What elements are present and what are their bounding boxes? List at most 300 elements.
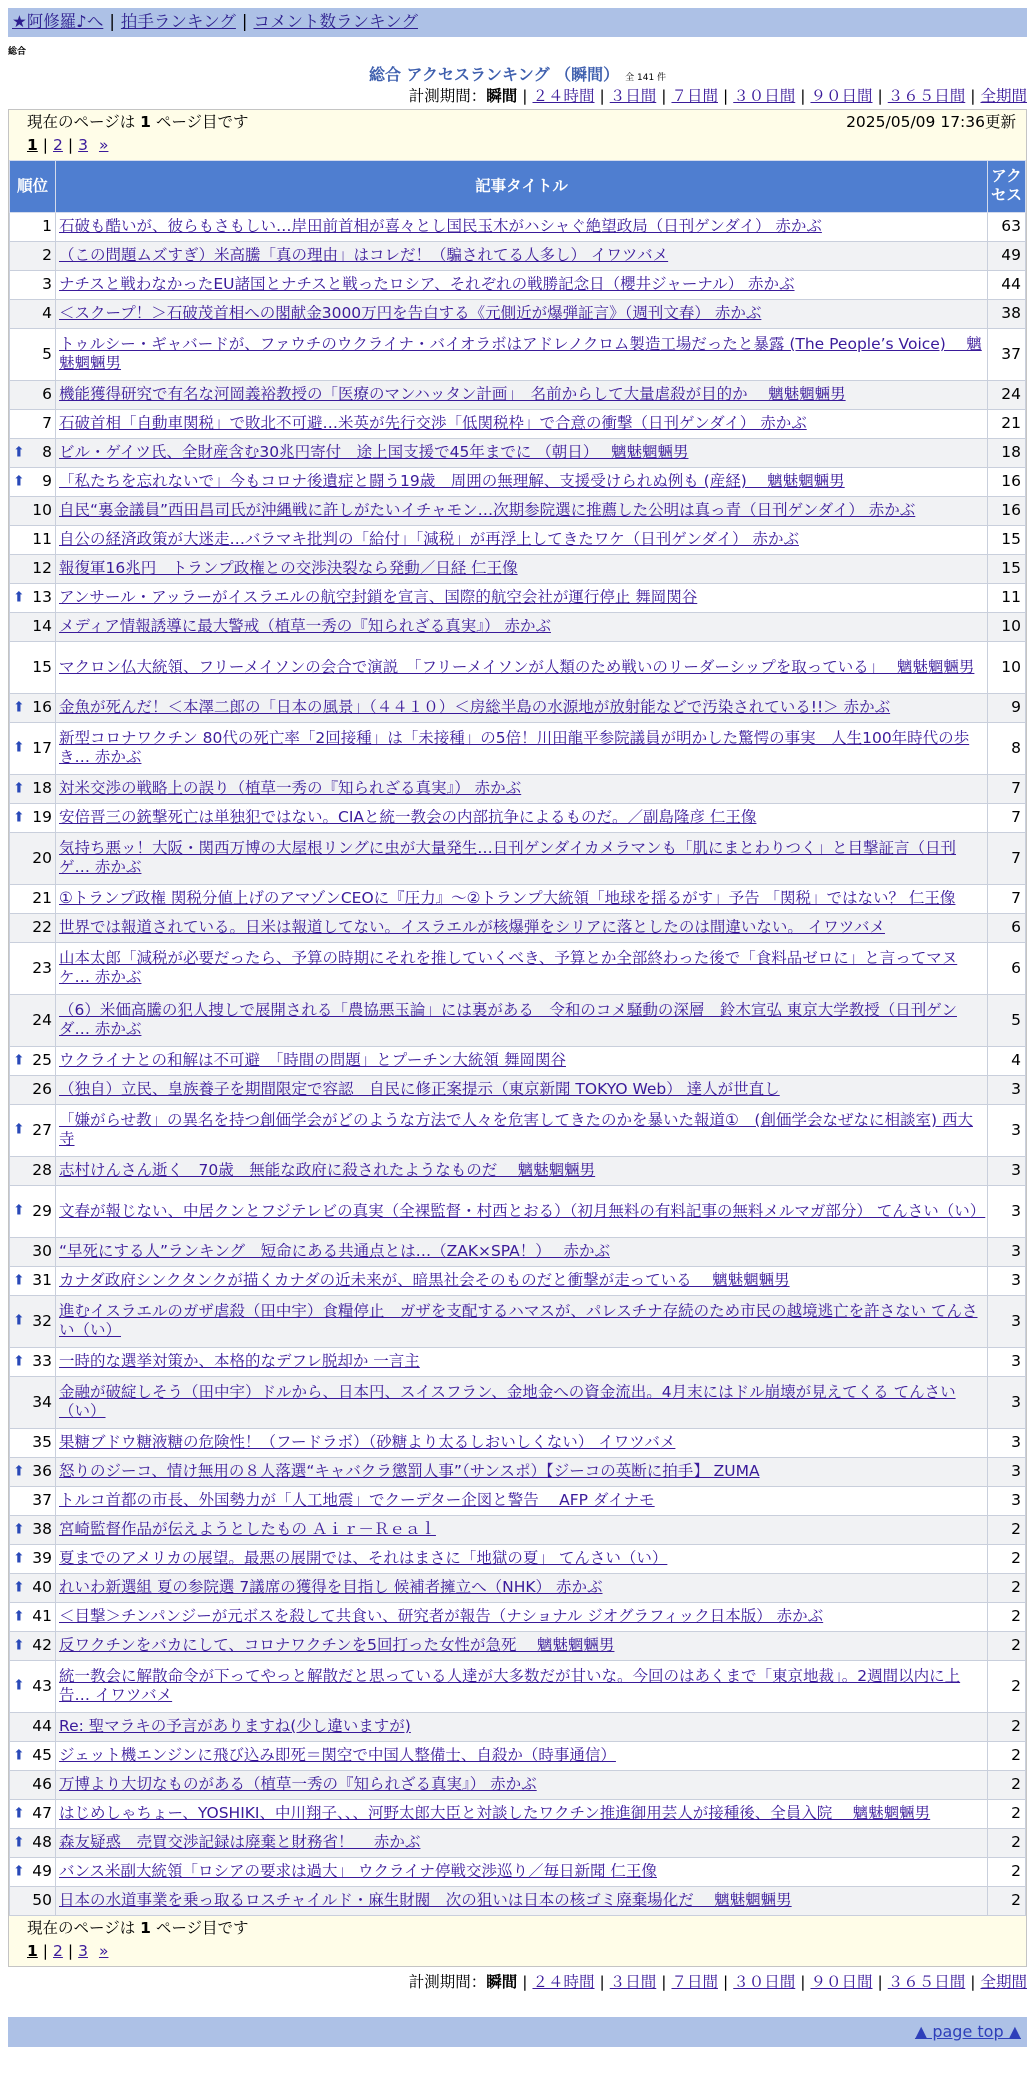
title-cell (56, 994, 988, 1046)
rank-number: 43 (32, 1676, 52, 1695)
rank-number: 8 (42, 443, 52, 462)
access-count: 3 (988, 1075, 1026, 1104)
page-link-3[interactable]: 3 (78, 1942, 89, 1961)
next-page-link[interactable]: » (98, 136, 109, 155)
rank-cell (10, 1075, 56, 1104)
table-row (10, 1886, 1026, 1915)
article-link[interactable]: 自公の経済政策が大迷走…バラマキ批判の「給付」「減税」が再浮上してきたワケ（日刊ゲンダイ） 赤かぶ (59, 530, 799, 549)
rank-cell (10, 1799, 56, 1828)
nav-separator: | (109, 12, 115, 32)
title-cell (56, 884, 988, 913)
access-count: 5 (988, 994, 1026, 1046)
article-link[interactable]: 石破も酷いが、彼らもさもしい…岸田前首相が喜々とし国民玉木がハシャぐ絶望政局（日刊ゲンダイ） 赤かぶ (59, 217, 822, 236)
article-link[interactable]: ①トランプ政権 関税分値上げのアマゾンCEOに『圧力』～②トランプ大統領「地球を揺るがす」予告 「関税」ではない？ 仁王像 (59, 889, 956, 908)
article-link[interactable]: （6）米価高騰の犯人捜しで展開される「農協悪玉論」には裏がある 令和のコメ騒動の深層 鈴木宣弘 東京大学教授（日刊ゲンダ… 赤かぶ (59, 1000, 957, 1039)
rank-cell (10, 1886, 56, 1915)
rank-number: 18 (32, 779, 52, 798)
title-cell (56, 1156, 988, 1185)
access-count: 3 (988, 1347, 1026, 1376)
access-count: 15 (988, 525, 1026, 554)
table-row (10, 1104, 1026, 1156)
period-link-6[interactable]: ３６５日間 (887, 1972, 966, 1991)
article-link[interactable]: 反ワクチンをバカにして、コロナワクチンを5回打った女性が急死 魑魅魍魎男 (59, 1636, 615, 1655)
table-row (10, 1295, 1026, 1347)
article-link[interactable]: 自民“裏金議員”西田昌司氏が沖縄戦に許しがたいイチャモン…次期参院選に推薦した公明は真っ青（日刊ゲンダイ） 赤かぶ (59, 501, 916, 520)
period-link-7[interactable]: 全期間 (980, 1972, 1027, 1991)
category-tag: 総合 (8, 47, 27, 57)
article-link[interactable]: 一時的な選挙対策か、本格的なデフレ脱却か 一言主 (59, 1352, 420, 1371)
table-row (10, 1457, 1026, 1486)
article-link[interactable]: 夏までのアメリカの展望。最悪の展開では、それはまさに「地獄の夏」 てんさい（い） (59, 1549, 668, 1568)
rank-number: 22 (32, 918, 52, 937)
table-row (10, 1376, 1026, 1428)
title-cell (56, 942, 988, 994)
title-cell (56, 1770, 988, 1799)
next-page-link[interactable]: » (98, 1942, 109, 1961)
rank-cell (10, 913, 56, 942)
table-row (10, 1185, 1026, 1237)
title-cell (56, 1075, 988, 1104)
article-link[interactable]: （この問題ムズすぎ）米高騰「真の理由」はコレだ！（騙されてる人多し） イワツバメ (59, 246, 669, 265)
title-cell (56, 1486, 988, 1515)
article-link[interactable]: 怒りのジーコ、情け無用の８人落選“キャバクラ懲罰人事”（サンスポ）【ジーコの英断に拍手】 ZUMA (59, 1462, 760, 1481)
rank-number: 19 (32, 808, 52, 827)
page-link-2[interactable]: 2 (53, 1942, 63, 1961)
rank-number: 34 (32, 1392, 52, 1411)
table-row (10, 641, 1026, 693)
rank-number: 5 (42, 344, 52, 363)
access-count: 38 (988, 299, 1026, 328)
title-cell (56, 1295, 988, 1347)
rank-number: 15 (32, 657, 52, 676)
article-link[interactable]: 世界では報道されている。日米は報道してない。イスラエルが核爆弾をシリアに落としたのは間違いない。 イワツバメ (59, 918, 885, 937)
period-link-5[interactable]: ９０日間 (810, 1972, 873, 1991)
page-links (27, 136, 1016, 155)
table-row (10, 884, 1026, 913)
access-count: 2 (988, 1799, 1026, 1828)
article-link[interactable]: ジェット機エンジンに飛び込み即死＝関空で中国人整備士、自殺か（時事通信） (59, 1746, 616, 1765)
access-count: 3 (988, 1156, 1026, 1185)
access-count: 2 (988, 1886, 1026, 1915)
title-cell (56, 1515, 988, 1544)
period-link-2[interactable]: ３日間 (609, 87, 657, 105)
table-row (10, 241, 1026, 270)
rank-number: 2 (42, 246, 52, 265)
table-row (10, 409, 1026, 438)
article-link[interactable]: 果糖ブドウ糖液糖の危険性！（フードラボ）（砂糖より太るしおいしくない） イワツバメ (59, 1433, 676, 1452)
article-link[interactable]: 「私たちを忘れないで」今もコロナ後遺症と闘う19歳 周囲の無理解、支援受けられぬ例も (産経) 魑魅魍魎男 (59, 472, 845, 491)
rank-cell (10, 1185, 56, 1237)
up-arrow-icon: ⬆ (13, 473, 25, 489)
article-link[interactable]: アンサール・アッラーがイスラエルの航空封鎖を宣言、国際的航空会社が運行停止 舞岡関谷 (59, 588, 698, 607)
period-link-2[interactable]: ３日間 (609, 1972, 657, 1991)
rank-number: 24 (32, 1010, 52, 1029)
title-cell (56, 380, 988, 409)
article-link[interactable]: バンス米副大統領「ロシアの要求は過大」 ウクライナ停戦交渉巡り／毎日新聞 仁王像 (59, 1862, 657, 1881)
up-arrow-icon: ⬆ (13, 589, 25, 605)
period-separator: | (599, 1972, 605, 1991)
up-arrow-icon: ⬆ (13, 1353, 25, 1369)
title-cell (56, 1428, 988, 1457)
rank-number: 33 (32, 1352, 52, 1371)
rank-number: 23 (32, 958, 52, 977)
article-link[interactable]: ナチスと戦わなかったEU諸国とナチスと戦ったロシア、それぞれの戦勝記念日（櫻井ジャーナル） 赤かぶ (59, 275, 795, 294)
rank-cell (10, 722, 56, 774)
rank-number: 48 (32, 1833, 52, 1852)
article-link[interactable]: 新型コロナワクチン 80代の死亡率「2回接種」は「未接種」の5倍！川田龍平参院議員が明かした驚愕の事実 人生100年時代の歩き… 赤かぶ (59, 728, 970, 767)
up-arrow-icon: ⬆ (13, 1834, 25, 1850)
access-count: 2 (988, 1602, 1026, 1631)
article-link[interactable]: トルコ首都の市長、外国勢力が「人工地震」でクーデター企図と警告 AFP ダイナモ (59, 1491, 655, 1510)
period-separator: | (723, 1972, 729, 1991)
table-row (10, 1660, 1026, 1712)
rank-number: 12 (32, 559, 52, 578)
page-separator: | (42, 136, 49, 155)
title-cell (56, 1266, 988, 1295)
access-count: 3 (988, 1185, 1026, 1237)
up-arrow-icon: ⬆ (13, 1550, 25, 1566)
table-row (10, 1075, 1026, 1104)
access-count: 21 (988, 409, 1026, 438)
title-cell (56, 583, 988, 612)
article-link[interactable]: 万博より大切なものがある（植草一秀の『知られざる真実』） 赤かぶ (59, 1775, 537, 1794)
period-separator: | (661, 87, 667, 105)
period-separator: | (522, 1972, 528, 1991)
rank-number: 26 (32, 1080, 52, 1099)
table-row (10, 1515, 1026, 1544)
rank-cell (10, 803, 56, 832)
table-row (10, 1631, 1026, 1660)
pager-bottom (9, 1916, 1026, 1966)
article-link[interactable]: 山本太郎「減税が必要だったら、予算の時期にそれを推していくべき、予算とか全部終わった後で「食料品ゼロに」と言ってマヌケ… 赤かぶ (59, 948, 958, 987)
access-count: 8 (988, 722, 1026, 774)
rank-number: 50 (32, 1891, 52, 1910)
access-count: 37 (988, 328, 1026, 380)
rank-cell (10, 1376, 56, 1428)
ranking-table (9, 160, 1026, 1916)
page-title-text: 総合 アクセスランキング （瞬間） (368, 65, 620, 84)
table-row (10, 803, 1026, 832)
table-row (10, 525, 1026, 554)
table-row (10, 212, 1026, 241)
comment-ranking-link[interactable]: コメント数ランキング (253, 12, 418, 32)
access-count: 2 (988, 1770, 1026, 1799)
table-row (10, 832, 1026, 884)
rank-number: 47 (32, 1804, 52, 1823)
access-count: 9 (988, 693, 1026, 722)
article-link[interactable]: 志村けんさん逝く 70歳 無能な政府に殺されたようなものだ 魑魅魍魎男 (59, 1161, 596, 1180)
ranking-panel (8, 109, 1027, 1967)
rank-cell (10, 1457, 56, 1486)
table-row (10, 328, 1026, 380)
title-cell (56, 467, 988, 496)
rank-number: 4 (42, 304, 52, 323)
rank-number: 31 (32, 1271, 52, 1290)
article-link[interactable]: 森友疑惑 売買交渉記録は廃棄と財務省！ 赤かぶ (59, 1833, 421, 1852)
rank-number: 7 (42, 414, 52, 433)
rank-cell (10, 299, 56, 328)
rank-number: 49 (32, 1862, 52, 1881)
title-cell (56, 1237, 988, 1266)
title-cell (56, 913, 988, 942)
table-row (10, 1799, 1026, 1828)
table-row (10, 693, 1026, 722)
period-separator: | (970, 1972, 976, 1991)
access-count: 7 (988, 774, 1026, 803)
rank-number: 25 (32, 1051, 52, 1070)
rank-cell (10, 496, 56, 525)
period-separator: | (877, 87, 883, 105)
access-count: 7 (988, 884, 1026, 913)
article-link[interactable]: メディア情報誘導に最大警戒（植草一秀の『知られざる真実』） 赤かぶ (59, 617, 551, 636)
title-cell (56, 409, 988, 438)
updated-timestamp: 2025/05/09 17:36更新 (846, 113, 1016, 131)
rank-number: 29 (32, 1201, 52, 1220)
period-link-6[interactable]: ３６５日間 (887, 87, 966, 105)
clap-ranking-link[interactable]: 拍手ランキング (120, 12, 236, 32)
table-row (10, 1770, 1026, 1799)
title-cell (56, 270, 988, 299)
access-count: 18 (988, 438, 1026, 467)
rank-cell (10, 1515, 56, 1544)
rank-cell (10, 270, 56, 299)
period-separator: | (970, 87, 976, 105)
rank-number: 42 (32, 1636, 52, 1655)
period-separator: | (877, 1972, 883, 1991)
title-cell (56, 832, 988, 884)
rank-cell (10, 693, 56, 722)
rank-cell (10, 1602, 56, 1631)
access-count: 3 (988, 1428, 1026, 1457)
article-link[interactable]: はじめしゃちょー、YOSHIKI、中川翔子、、、河野太郎大臣と対談したワクチン推進御用芸人が接種後、全員入院 魑魅魍魎男 (59, 1804, 931, 1823)
rank-number: 35 (32, 1433, 52, 1452)
footer-bar (8, 2017, 1027, 2047)
rank-cell (10, 1046, 56, 1075)
rank-cell (10, 612, 56, 641)
article-link[interactable]: 金魚が死んだ！＜本澤二郎の「日本の風景」（４４１０）＜房総半島の水源地が放射能などで汚染されている!!＞ 赤かぶ (59, 698, 891, 717)
article-link[interactable]: 進むイスラエルのガザ虐殺（田中宇）食糧停止 ガザを支配するハマスが、パレスチナ存続のため市民の越境逃亡を許さない てんさい（い） (59, 1301, 978, 1340)
rank-number: 32 (32, 1311, 52, 1330)
up-arrow-icon: ⬆ (13, 1747, 25, 1763)
article-link[interactable]: 日本の水道事業を乗っ取るロスチャイルド・麻生財閥 次の狙いは日本の核ゴミ廃棄場化だ 魑魅魍魎男 (59, 1891, 792, 1910)
table-row (10, 1602, 1026, 1631)
rank-number: 11 (32, 530, 52, 549)
title-cell (56, 693, 988, 722)
article-link[interactable]: トゥルシー・ギャバードが、ファウチのウクライナ・バイオラボはアドレノクロム製造工場だったと暴露 (The People’s Voice) 魑魅魍魎男 (59, 334, 982, 373)
period-current: 瞬間 (486, 87, 518, 105)
rank-cell (10, 212, 56, 241)
period-link-7[interactable]: 全期間 (980, 87, 1027, 105)
total-count: 全 141 件 (625, 73, 667, 83)
access-header: アクセス (988, 160, 1026, 212)
table-row (10, 496, 1026, 525)
top-nav (8, 8, 1027, 37)
article-link[interactable]: （独自）立民、皇族養子を期間限定で容認 自民に修正案提示（東京新聞 TOKYO Web） 達人が世直し (59, 1080, 780, 1099)
article-link[interactable]: 文春が報じない、中居クンとフジテレビの真実（全裸監督・村西とおる）（初月無料の有料記事の無料メルマガ部分） てんさい（い） (59, 1201, 986, 1220)
page-separator: | (67, 136, 74, 155)
article-link[interactable]: ＜目撃＞チンパンジーが元ボスを殺して共食い、研究者が報告（ナショナル ジオグラフィック日本版） 赤かぶ (59, 1607, 824, 1626)
article-link[interactable]: 気持ち悪ッ！大阪・関西万博の大屋根リングに虫が大量発生…日刊ゲンダイカメラマンも「肌にまとわりつく」と目撃証言（日刊ゲ… 赤かぶ (59, 838, 956, 877)
access-count: 2 (988, 1660, 1026, 1712)
rank-cell (10, 1712, 56, 1741)
title-cell (56, 1712, 988, 1741)
title-cell (56, 1573, 988, 1602)
access-count: 6 (988, 942, 1026, 994)
rank-cell (10, 438, 56, 467)
rank-number: 3 (42, 275, 52, 294)
rank-cell (10, 1428, 56, 1457)
article-link[interactable]: ウクライナとの和解は不可避 「時間の問題」とプーチン大統領 舞岡関谷 (59, 1051, 566, 1070)
table-row (10, 1428, 1026, 1457)
access-count: 4 (988, 1046, 1026, 1075)
home-link[interactable]: ★阿修羅♪へ (12, 12, 104, 32)
rank-cell (10, 1104, 56, 1156)
rank-header: 順位 (10, 160, 56, 212)
title-cell (56, 328, 988, 380)
access-count: 2 (988, 1857, 1026, 1886)
period-selector-top (0, 87, 1027, 109)
period-link-1[interactable]: ２４時間 (532, 87, 595, 105)
access-count: 10 (988, 641, 1026, 693)
rank-number: 41 (32, 1607, 52, 1626)
period-link-3[interactable]: ７日間 (671, 87, 718, 105)
article-link[interactable]: カナダ政府シンクタンクが描くカナダの近未来が、暗黒社会そのものだと衝撃が走っている 魑魅魍魎男 (59, 1271, 790, 1290)
up-arrow-icon: ⬆ (13, 1272, 25, 1288)
table-row (10, 1266, 1026, 1295)
title-cell (56, 1799, 988, 1828)
title-cell (56, 774, 988, 803)
table-row (10, 774, 1026, 803)
table-row (10, 994, 1026, 1046)
article-link[interactable]: マクロン仏大統領、フリーメイソンの会合で演説 「フリーメイソンが人類のため戦いのリーダーシップを取っている」 魑魅魍魎男 (59, 657, 975, 676)
article-link[interactable]: 統一教会に解散命令が下ってやっと解散だと思っている人達が大多数だが甘いな。今回のはあくまで「東京地裁」。2週間以内に上告… イワツバメ (59, 1666, 961, 1705)
page-link-3[interactable]: 3 (78, 136, 89, 155)
up-arrow-icon: ⬆ (13, 1202, 25, 1219)
article-link[interactable]: 石破首相「自動車関税」で敗北不可避…米英が先行交渉「低関税枠」で合意の衝撃（日刊ゲンダイ） 赤かぶ (59, 414, 807, 433)
article-link[interactable]: 報復軍16兆円 トランプ政権との交渉決裂なら発動／日経 仁王像 (59, 559, 518, 578)
page-link-2[interactable]: 2 (53, 136, 63, 155)
article-link[interactable]: 対米交渉の戦略上の誤り（植草一秀の『知られざる真実』） 赤かぶ (59, 779, 522, 798)
rank-number: 38 (32, 1520, 52, 1539)
table-row (10, 722, 1026, 774)
access-count: 11 (988, 583, 1026, 612)
access-count: 2 (988, 1573, 1026, 1602)
pager-top (9, 110, 1026, 160)
rank-cell (10, 467, 56, 496)
title-cell (56, 241, 988, 270)
rank-cell (10, 380, 56, 409)
period-separator: | (800, 1972, 806, 1991)
rank-cell (10, 1266, 56, 1295)
table-row (10, 583, 1026, 612)
title-cell (56, 1104, 988, 1156)
rank-cell (10, 1741, 56, 1770)
rank-cell (10, 1347, 56, 1376)
title-cell (56, 1828, 988, 1857)
article-link[interactable]: “早死にする人”ランキング 短命にある共通点とは…（ZAK×SPA！） 赤かぶ (59, 1242, 610, 1261)
title-cell (56, 1660, 988, 1712)
access-count: 2 (988, 1828, 1026, 1857)
access-count: 24 (988, 380, 1026, 409)
period-link-3[interactable]: ７日間 (671, 1972, 718, 1991)
access-count: 3 (988, 1295, 1026, 1347)
access-count: 15 (988, 554, 1026, 583)
nav-separator: | (241, 12, 248, 32)
rank-number: 40 (32, 1578, 52, 1597)
page-top-link[interactable]: ▲ page top ▲ (914, 2021, 1021, 2041)
rank-cell (10, 525, 56, 554)
article-link[interactable]: ビル・ゲイツ氏、全財産含む30兆円寄付 途上国支援で45年までに （朝日） 魑魅魍魎男 (59, 443, 689, 462)
title-cell (56, 299, 988, 328)
title-cell (56, 1544, 988, 1573)
rank-number: 17 (32, 738, 52, 757)
access-count: 44 (988, 270, 1026, 299)
page-current: 1 (27, 1942, 38, 1961)
article-link[interactable]: 機能獲得研究で有名な河岡義裕教授の「医療のマンハッタン計画」 名前からして大量虐殺が目的か 魑魅魍魎男 (59, 385, 846, 404)
title-cell (56, 1741, 988, 1770)
rank-number: 30 (32, 1242, 52, 1261)
rank-cell (10, 832, 56, 884)
rank-cell (10, 1486, 56, 1515)
article-link[interactable]: 安倍晋三の銃撃死亡は単独犯ではない。CIAと統一教会の内部抗争によるものだ。／副島隆彦 仁王像 (59, 808, 757, 827)
period-link-4[interactable]: ３０日間 (733, 1972, 796, 1991)
up-arrow-icon: ⬆ (13, 1312, 25, 1329)
rank-cell (10, 1237, 56, 1266)
rank-number: 27 (32, 1120, 52, 1139)
article-link[interactable]: Re: 聖マラキの予言がありますね(少し違いますが) (59, 1717, 411, 1736)
article-link[interactable]: れいわ新選組 夏の参院選 7議席の獲得を目指し 候補者擁立へ（NHK） 赤かぶ (59, 1578, 603, 1597)
table-row (10, 1486, 1026, 1515)
rank-cell (10, 1631, 56, 1660)
article-link[interactable]: 「嫌がらせ教」の異名を持つ創価学会がどのような方法で人々を危害してきたのかを暴いた報道① (創価学会なぜなに相談室) 西大寺 (59, 1110, 973, 1149)
title-cell (56, 212, 988, 241)
rank-cell (10, 994, 56, 1046)
table-row (10, 942, 1026, 994)
table-row (10, 438, 1026, 467)
up-arrow-icon: ⬆ (13, 739, 25, 756)
rank-cell (10, 1295, 56, 1347)
table-row (10, 270, 1026, 299)
rank-cell (10, 774, 56, 803)
period-separator: | (723, 87, 729, 105)
table-row (10, 299, 1026, 328)
article-link[interactable]: 宮崎監督作品が伝えようとしたもの Ａｉｒ－Ｒｅａｌ (59, 1520, 436, 1539)
up-arrow-icon: ⬆ (13, 1521, 25, 1537)
access-count: 7 (988, 803, 1026, 832)
rank-cell (10, 1828, 56, 1857)
up-arrow-icon: ⬆ (13, 699, 25, 715)
up-arrow-icon: ⬆ (13, 1608, 25, 1624)
article-link[interactable]: ＜スクープ！＞石破茂首相への閣献金3000万円を告白する《元側近が爆弾証言》（週刊文春） 赤かぶ (59, 304, 762, 323)
rank-cell (10, 942, 56, 994)
access-count: 16 (988, 467, 1026, 496)
article-link[interactable]: 金融が破綻しそう（田中宇）ドルから、日本円、スイスフラン、金地金への資金流出。4月末にはドル崩壊が見えてくる てんさい（い） (59, 1382, 956, 1421)
access-count: 7 (988, 832, 1026, 884)
rank-number: 13 (32, 588, 52, 607)
title-cell (56, 1457, 988, 1486)
rank-cell (10, 583, 56, 612)
period-link-1[interactable]: ２４時間 (532, 1972, 595, 1991)
table-row (10, 1544, 1026, 1573)
period-link-4[interactable]: ３０日間 (733, 87, 796, 105)
rank-number: 16 (32, 698, 52, 717)
period-link-5[interactable]: ９０日間 (810, 87, 873, 105)
rank-number: 1 (42, 217, 52, 236)
rank-cell (10, 1156, 56, 1185)
up-arrow-icon: ⬆ (13, 444, 25, 460)
rank-number: 44 (32, 1717, 52, 1736)
rank-number: 10 (32, 501, 52, 520)
